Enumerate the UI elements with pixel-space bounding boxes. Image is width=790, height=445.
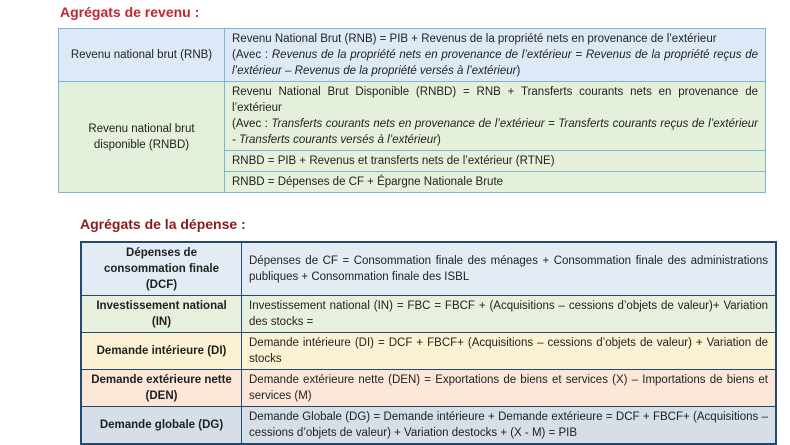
dg-definition: Demande Globale (DG) = Demande intérieure + Demande extérieure = DCF + FBCF+ (Acquisitions – cessions d’objets de valeur) + Variation destocks + (X - M) = PIB: [242, 407, 777, 445]
rnbd-note: Transferts courants nets en provenance de l’extérieur = Transferts courants reçus de l’extérieur - Transferts courants versés à l’extérieur: [232, 118, 758, 146]
rnbd-note-prefix: (Avec :: [232, 118, 272, 130]
expenditure-aggregates-title: Agrégats de la dépense :: [80, 216, 246, 232]
table-row: [59, 82, 766, 151]
rnbd-formula: Revenu National Brut Disponible (RNBD) = RNB + Transferts courants nets en provenance de l’extérieur: [232, 86, 758, 114]
in-label: Investissement national (IN): [81, 296, 242, 333]
rnbd-note-suffix: ): [436, 134, 441, 146]
in-definition: Investissement national (IN) = FBC = FBCF + (Acquisitions – cessions d’objets de valeur)+ Variation des stocks =: [242, 296, 777, 333]
rnbd-formula-3: RNBD = Dépenses de CF + Épargne Nationale Brute: [225, 172, 766, 193]
rnb-formula: Revenu National Brut (RNB) = PIB + Revenus de la propriété nets en provenance de l’extérieur: [232, 33, 717, 45]
table-row: [81, 370, 776, 407]
expenditure-aggregates-table: [80, 241, 777, 445]
rnb-note-prefix: (Avec :: [232, 49, 272, 61]
dcf-definition: Dépenses de CF = Consommation finale des ménages + Consommation finale des administrations publiques + Consommation finale des ISBL: [242, 242, 777, 296]
dg-label: Demande globale (DG): [81, 407, 242, 445]
di-label: Demande intérieure (DI): [81, 333, 242, 370]
rnbd-label: Revenu national brut disponible (RNBD): [59, 82, 225, 193]
rnbd-definition: [225, 82, 766, 151]
table-row: [81, 333, 776, 370]
table-row: [81, 242, 776, 296]
den-definition: Demande extérieure nette (DEN) = Exportations de biens et services (X) – Importations de biens et services (M): [242, 370, 777, 407]
income-aggregates-table: [58, 28, 766, 193]
rnbd-formula-2: RNBD = PIB + Revenus et transferts nets de l’extérieur (RTNE): [225, 151, 766, 172]
income-aggregates-title: Agrégats de revenu :: [60, 4, 200, 20]
rnb-definition: [225, 29, 766, 82]
rnb-note-suffix: ): [516, 65, 521, 77]
rnb-label: Revenu national brut (RNB): [59, 29, 225, 82]
table-row: [59, 29, 766, 82]
dcf-label: Dépenses de consommation finale (DCF): [81, 242, 242, 296]
rnb-note: Revenus de la propriété nets en provenance de l’extérieur = Revenus de la propriété reçus de l’extérieur – Revenus de la propriété versés à l’extérieur: [232, 49, 758, 77]
table-row: [81, 296, 776, 333]
table-row: [81, 407, 776, 445]
den-label: Demande extérieure nette (DEN): [81, 370, 242, 407]
di-definition: Demande intérieure (DI) = DCF + FBCF+ (Acquisitions – cessions d’objets de valeur) + Variation de stocks: [242, 333, 777, 370]
